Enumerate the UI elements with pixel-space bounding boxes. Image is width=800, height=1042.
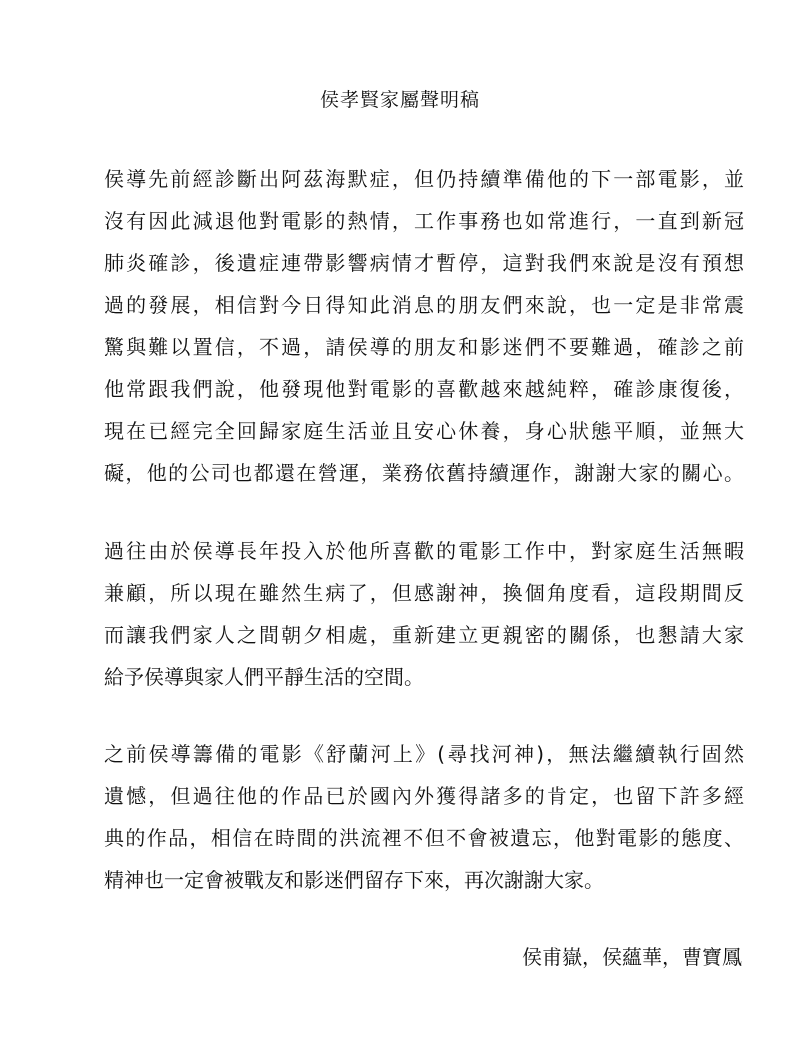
paragraph-line: 兼顧，所以現在雖然生病了，但感謝神，換個角度看，這段期間反 xyxy=(104,581,744,605)
paragraph-line: 現在已經完全回歸家庭生活並且安心休養，身心狀態平順，並無大 xyxy=(104,419,744,443)
paragraph-line: 沒有因此減退他對電影的熱情，工作事務也如常進行，一直到新冠 xyxy=(104,209,744,233)
paragraph-2 xyxy=(104,530,744,698)
paragraph-line: 給予侯導與家人們平靜生活的空間。 xyxy=(104,665,424,689)
paragraph-3 xyxy=(104,733,744,901)
signature: 侯甫嶽，侯蘊華，曹寶鳳 xyxy=(522,945,742,969)
paragraph-line: 他常跟我們說，他發現他對電影的喜歡越來越純粹，確診康復後， xyxy=(104,377,744,401)
paragraph-line: 驚與難以置信，不過，請侯導的朋友和影迷們不要難過，確診之前 xyxy=(104,335,744,359)
paragraph-line: 肺炎確診，後遺症連帶影響病情才暫停，這對我們來說是沒有預想 xyxy=(104,251,744,275)
document-title: 侯孝賢家屬聲明稿 xyxy=(319,89,480,111)
paragraph-line: 精神也一定會被戰友和影迷們留存下來，再次謝謝大家。 xyxy=(104,868,604,892)
paragraph-1 xyxy=(104,158,744,494)
paragraph-line: 礙，他的公司也都還在營運，業務依舊持續運作，謝謝大家的關心。 xyxy=(104,461,744,485)
paragraph-line: 過的發展，相信對今日得知此消息的朋友們來說，也一定是非常震 xyxy=(104,293,744,317)
paragraph-line: 之前侯導籌備的電影《舒蘭河上》(尋找河神)，無法繼續執行固然 xyxy=(104,742,744,766)
paragraph-line: 而讓我們家人之間朝夕相處，重新建立更親密的關係，也懇請大家 xyxy=(104,623,744,647)
paragraph-line: 典的作品，相信在時間的洪流裡不但不會被遺忘，他對電影的態度、 xyxy=(104,826,744,850)
paragraph-line: 侯導先前經診斷出阿茲海默症，但仍持續準備他的下一部電影，並 xyxy=(104,167,744,191)
paragraph-line: 過往由於侯導長年投入於他所喜歡的電影工作中，對家庭生活無暇 xyxy=(104,539,744,563)
paragraph-line: 遺憾，但過往他的作品已於國內外獲得諸多的肯定，也留下許多經 xyxy=(104,784,744,808)
